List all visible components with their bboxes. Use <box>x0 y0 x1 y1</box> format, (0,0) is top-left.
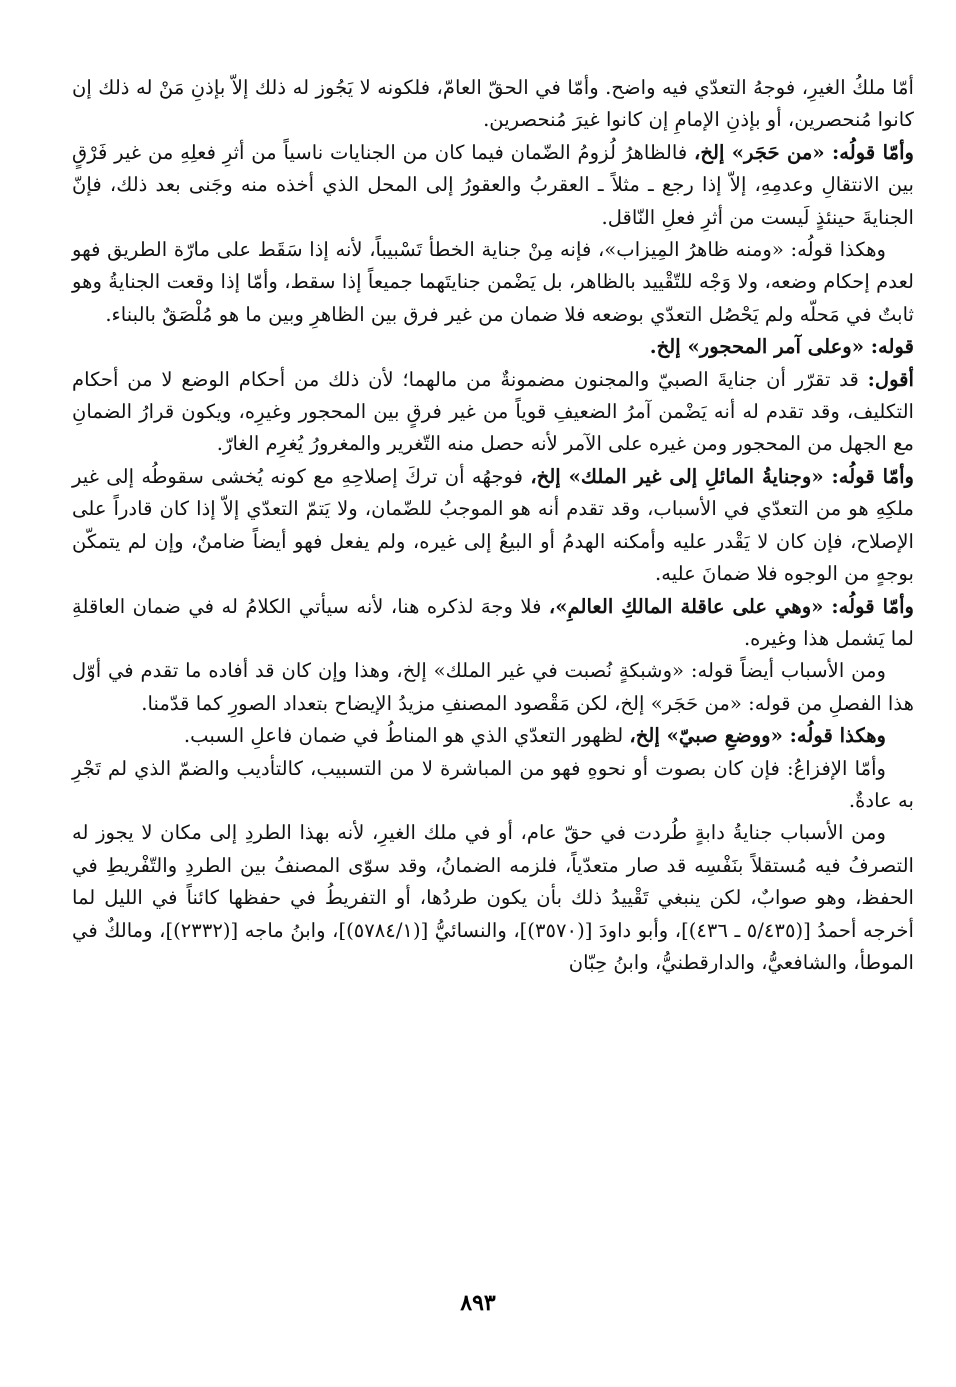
page-number: ٨٩٣ <box>460 1290 496 1316</box>
paragraph-text: فلا وجهَ لذكره هنا، لأنه سيأتي الكلامُ له في ضمان العاقلةِ لما يَشمل هذا وغيره. <box>72 594 914 650</box>
paragraph <box>72 753 914 818</box>
paragraph-text: فوجهُه أن تركَ إصلاحِهِ مع كونه يُخشى سقوطُه إلى غير ملكِهِ هو من التعدّي في الأسباب، وقد تقدم أنه هو الموجبُ للضّمان، ولا يَتمّ التعدّي إلاّ إذا كان قادراً على الإصلاح، فإن كان لا يَقْدر عليه وأمكنه الهدمُ أو البيعُ إلى غيره، ولم يفعل فهو أيضاً ضامنٌ، وإن لم يتمكّن بوجهٍ من الوجوه فلا ضمانَ عليه. <box>72 464 914 586</box>
paragraph <box>72 234 914 331</box>
bold-lead: وأمّا قولُه: «وهي على عاقلة المالكِ العالمِ»، <box>548 594 915 618</box>
bold-lead: وأمّا قولُه: «وجنايةُ المائلِ إلى غير الملك» إلخ، <box>530 464 914 488</box>
paragraph-text: ومن الأسباب أيضاً قوله: «وشبكةٍ نُصبت في غير الملك» إلخ، وهذا وإن كان قد أفاده ما تقدم في أوّل هذا الفصلِ من قوله: «من حَجَر» إلخ، لكن مَقْصود المصنفِ مزيدُ الإيضاح بتعداد الصورِ كما قدّمنا. <box>72 659 914 715</box>
paragraph <box>72 72 914 137</box>
bold-lead: وهكذا قولُه: «ووضعِ صبيّ» إلخ، <box>629 724 886 748</box>
paragraph <box>72 461 914 591</box>
paragraph <box>72 331 914 363</box>
paragraph-text: فالظاهرُ لُزومُ الضّمان فيما كان من الجنايات ناسياً من أثرِ فعلِهِ من غير فَرْقٍ بين الانتقالِ وعدمِهِ، إلاّ إذا رجع ـ مثلاً ـ العقربُ والعقورُ إلى المحل الذي أخذه منه وجَنى بعد ذلك، فإنّ الجنايةَ حينئذٍ لَيست من أثرِ فعلِ النّاقل. <box>72 140 914 229</box>
paragraph <box>72 137 914 234</box>
paragraph <box>72 720 914 752</box>
paragraph-text: وهكذا قولُه: «ومنه ظاهرُ المِيزاب»، فإنه مِنْ جناية الخطأ تَسْبيباً، لأنه إذا سَقَط على مارّة الطريق فهو لعدم إحكام وضعه، ولا وَجْه للتّقْييد بالظاهر، بل يَضْمن جنايتَهما جميعاً إذا سقط، وأمّا إذا وقعت الجنايةُ وهو ثابتٌ في مَحلّه ولم يَحْصُل التعدّي بوضعه فلا ضمان من غير فرق بين الظاهرِ وبين ما هو مُلْصَقٌ بالبناء. <box>72 238 914 326</box>
bold-lead: قوله: «وعلى آمر المحجور» إلخ. <box>649 335 914 359</box>
paragraph-text: وأمّا الإفزاعُ: فإن كان بصوت أو نحوهِ فهو من المباشرة لا من التسبيب، كالتأديب والضمّ الذي لم تَجْرِ به عادةٌ. <box>72 756 914 812</box>
paragraph <box>72 591 914 656</box>
paragraph-text: ومن الأسباب جنايةُ دابةٍ طُردت في حقّ عام، أو في ملك الغيرِ، لأنه بهذا الطردِ إلى مكان لا يجوز له التصرفُ فيه مُستقلاً بنَفْسِه قد صار متعدّياً، فلزمه الضمانُ، وقد سوّى المصنفُ بين الطردِ والتّفْريطِ في الحفظ، وهو صوابٌ، لكن ينبغي تَقْييدُ ذلك بأن يكون طردُها، أو التفريطُ في حفظها كائناً في الليل لما أخرجه أحمدُ [(٥/٤٣٥ ـ ٤٣٦)]، وأبو داودَ [(٣٥٧٠)]، والنسائيُّ [(٥٧٨٤/١)]، وابنُ ماجه [(٢٣٣٢)]، ومالكٌ في الموطأ، والشافعيُّ، والدارقطنيُّ، وابنُ حِبّان <box>72 821 914 974</box>
paragraph <box>72 655 914 720</box>
paragraph <box>72 817 914 979</box>
page-text <box>72 72 914 1372</box>
paragraph-text: لظهور التعدّي الذي هو المناطُ في ضمان فاعلِ السبب. <box>183 724 630 748</box>
paragraph-text: أمّا ملكُ الغيرِ، فوجهُ التعدّي فيه واضح. وأمّا في الحقّ العامّ، فلكونه لا يَجُوز له ذلك إلاّ بإذنِ مَنْ له ذلك إن كانوا مُنحصرين، أو بإذنِ الإمامِ إن كانوا غيرَ مُنحصرين. <box>72 76 914 132</box>
bold-lead: أقول: <box>867 367 914 391</box>
bold-lead: وأمّا قولُه: «من حَجَر» إلخ، <box>694 140 914 164</box>
paragraph-text: قد تقرّر أن جنايةَ الصبيّ والمجنون مضمونةٌ من مالهما؛ لأن ذلك من أحكام الوضع لا من أحكام التكليف، وقد تقدم له أنه يَضْمن آمرُ الضعيفِ قوياً من غير فرقٍ بين المحجور وغيرِه، ويكون قرارُ الضمانِ مع الجهل من المحجور ومن غيره على الآمر لأنه حصل منه التّغرير والمغرورُ يُغرِم الغارّ. <box>72 367 914 456</box>
paragraph <box>72 364 914 461</box>
